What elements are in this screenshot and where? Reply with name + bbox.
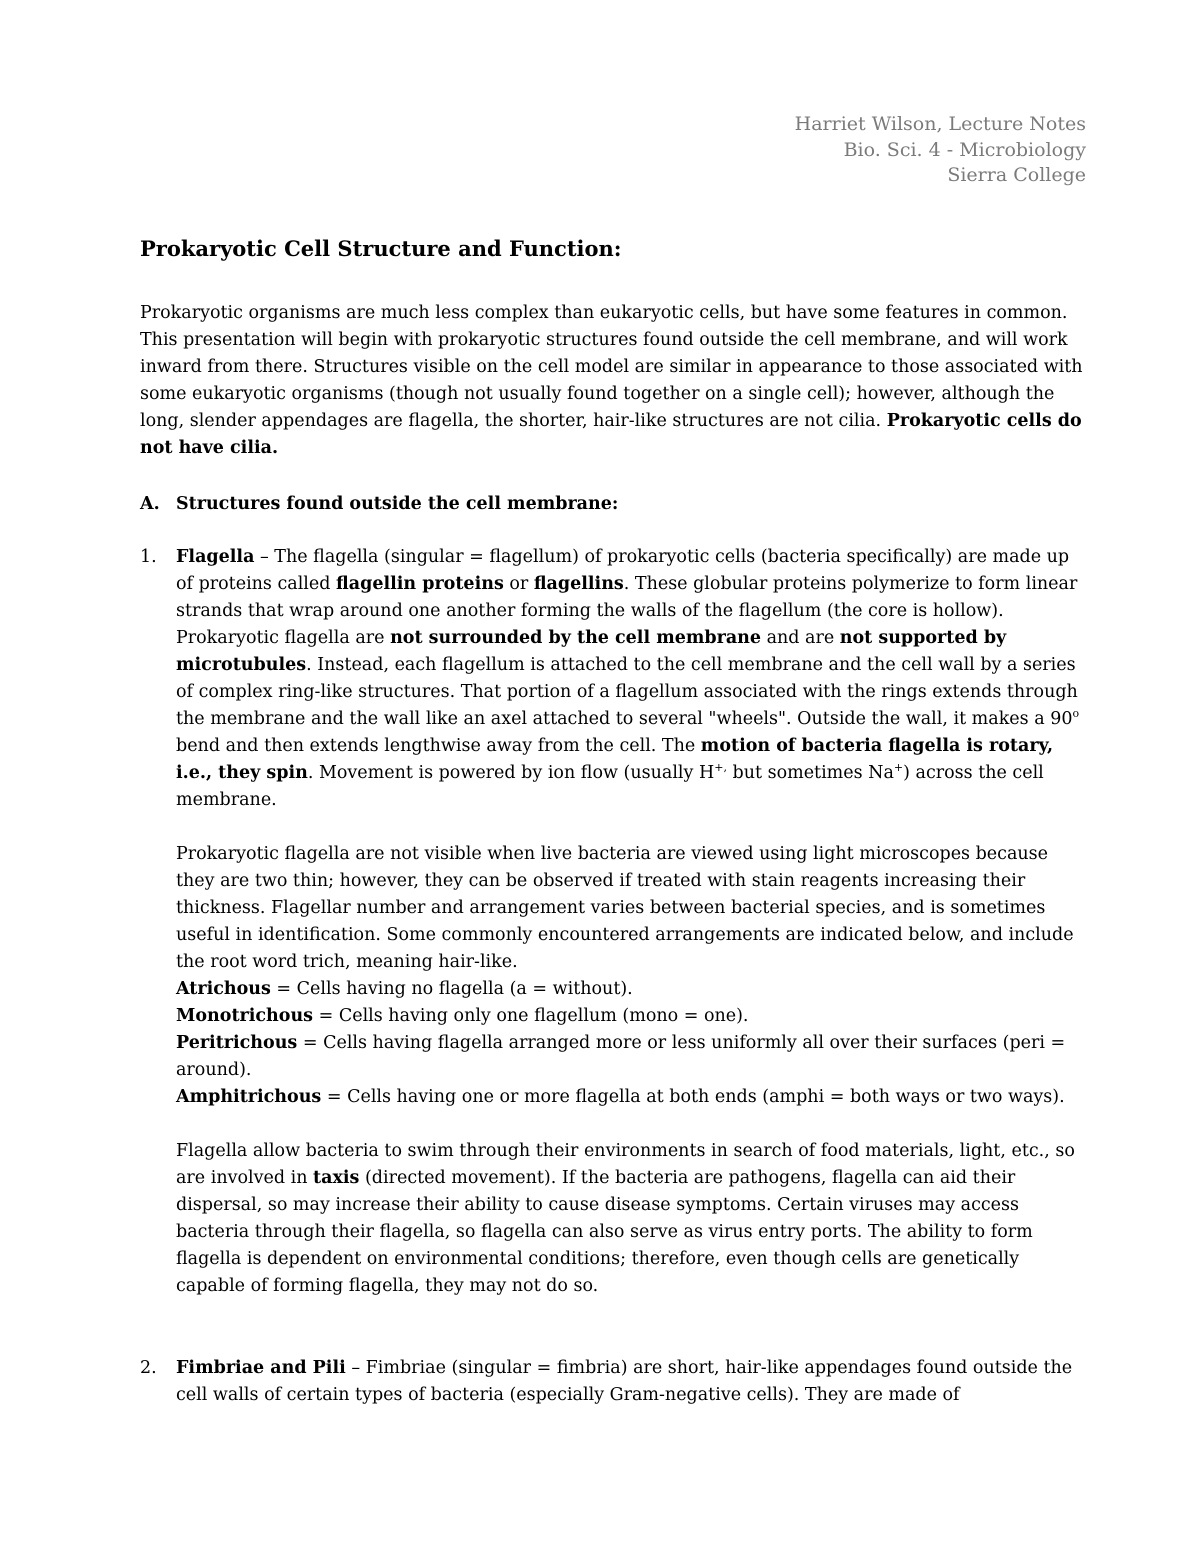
definition-text: = Cells having flagella arranged more or less uniformly all over their surfaces (peri = around).: [176, 1033, 1066, 1080]
paragraph-gap: [176, 814, 1086, 841]
text-run: but sometimes Na: [726, 763, 894, 783]
text-run: Flagella allow bacteria to swim through their environments in search of food materials, light, etc., so are involved in: [176, 1141, 1075, 1188]
text-run: ) across the cell membrane.: [176, 763, 1044, 810]
intro-text: Prokaryotic organisms are much less complex than eukaryotic cells, but have some features in common. This presentation will begin with prokaryotic structures found outside the cell membrane, and will work inward from there. Structures visible on the cell model are similar in appearance to those associated with some eukaryotic organisms (though not usually found together on a single cell); however, although the long, slender appendages are flagella, the shorter, hair-like structures are not cilia.: [140, 303, 1083, 431]
item-number: 2.: [140, 1358, 157, 1378]
superscript: +,: [714, 761, 727, 775]
bold-run: flagellins: [533, 574, 624, 594]
section-a-label: A.: [140, 494, 160, 514]
item-content: [176, 1355, 1086, 1409]
definition-term: Amphitrichous: [176, 1087, 322, 1107]
definition-term: Peritrichous: [176, 1033, 298, 1053]
section-a-heading: [140, 491, 618, 518]
definition-term: Monotrichous: [176, 1006, 314, 1026]
superscript: +: [893, 761, 904, 775]
flagella-paragraph-3: [176, 1138, 1086, 1300]
text-run: . Instead, each flagellum is attached to the cell membrane and the cell wall by a series of complex ring-like structures. That portion of a flagellum associated with the rings extends through the membrane and the wall like an axel attached to several "wheels". Outside the wall, it makes a 90: [176, 655, 1078, 729]
header-author: Harriet Wilson, Lecture Notes: [794, 113, 1086, 135]
list-item-fimbriae: [140, 1355, 1086, 1409]
bold-run: not surrounded by the cell membrane: [390, 628, 762, 648]
flagella-paragraph-1: [176, 544, 1086, 814]
definition-text: = Cells having only one flagellum (mono = one).: [313, 1006, 749, 1026]
page-title: Prokaryotic Cell Structure and Function:: [140, 236, 622, 261]
flagella-paragraph-2: Prokaryotic flagella are not visible when live bacteria are viewed using light microscopes because they are two thin; however, they can be observed if treated with stain reagents increasing their thickness. Flagellar number and arrangement varies between bacterial species, and is sometimes useful in identification. Some commonly encountered arrangements are indicated below, and include the root word trich, meaning hair-like.: [176, 844, 1074, 972]
definition-term: Atrichous: [176, 979, 271, 999]
text-run: (directed movement). If the bacteria are pathogens, flagella can aid their dispersal, so may increase their ability to cause disease symptoms. Certain viruses may access bacteria through their flagella, so flagella can also serve as virus entry ports. The ability to form flagella is dependent on environmental conditions; therefore, even though cells are genetically capable of forming flagella, they may not do so.: [176, 1168, 1033, 1296]
header-block: [666, 112, 1086, 189]
item-number: 1.: [140, 547, 157, 567]
definition-text: = Cells having one or more flagella at both ends (amphi = both ways or two ways).: [321, 1087, 1065, 1107]
bold-run: not supported by microtubules: [176, 628, 1007, 675]
list-item-flagella: [140, 544, 1086, 1300]
text-run: – The flagella (singular = flagellum) of prokaryotic cells (bacteria specifically) are made up of proteins called: [176, 547, 1070, 594]
section-a-title: Structures found outside the cell membrane:: [176, 494, 619, 514]
text-run: – Fimbriae (singular = fimbria) are short, hair-like appendages found outside the cell walls of certain types of bacteria (especially Gram-negative cells). They are made of: [176, 1358, 1073, 1405]
header-course: Bio. Sci. 4 - Microbiology: [843, 138, 1086, 161]
term-flagella: Flagella: [176, 547, 255, 567]
text-run: bend and then extends lengthwise away from the cell. The: [176, 736, 701, 756]
intro-paragraph: [140, 300, 1086, 462]
intro-bold: Prokaryotic cells do not have cilia.: [140, 411, 1082, 458]
item-content: [176, 544, 1086, 1300]
bold-run: flagellin proteins: [336, 574, 504, 594]
definition-monotrichous: [176, 1003, 1086, 1030]
degree-superscript: o: [1072, 707, 1080, 721]
text-run: and are: [761, 628, 840, 648]
header-school: Sierra College: [947, 164, 1086, 186]
bold-run: motion of bacteria flagella is rotary, i.e., they spin: [176, 736, 1054, 783]
definition-peritrichous: [176, 1030, 1086, 1084]
bold-run: taxis: [313, 1168, 360, 1188]
text-run: . Movement is powered by ion flow (usually H: [307, 763, 715, 783]
text-run: . These globular proteins polymerize to form linear strands that wrap around one another forming the walls of the flagellum (the core is hollow). Prokaryotic flagella are: [176, 574, 1078, 648]
paragraph-gap: [176, 1111, 1086, 1138]
definition-atrichous: [176, 976, 1086, 1003]
definition-text: = Cells having no flagella (a = without).: [270, 979, 633, 999]
text-run: or: [503, 574, 534, 594]
term-fimbriae: Fimbriae and Pili: [176, 1358, 346, 1378]
definition-amphitrichous: [176, 1084, 1086, 1111]
